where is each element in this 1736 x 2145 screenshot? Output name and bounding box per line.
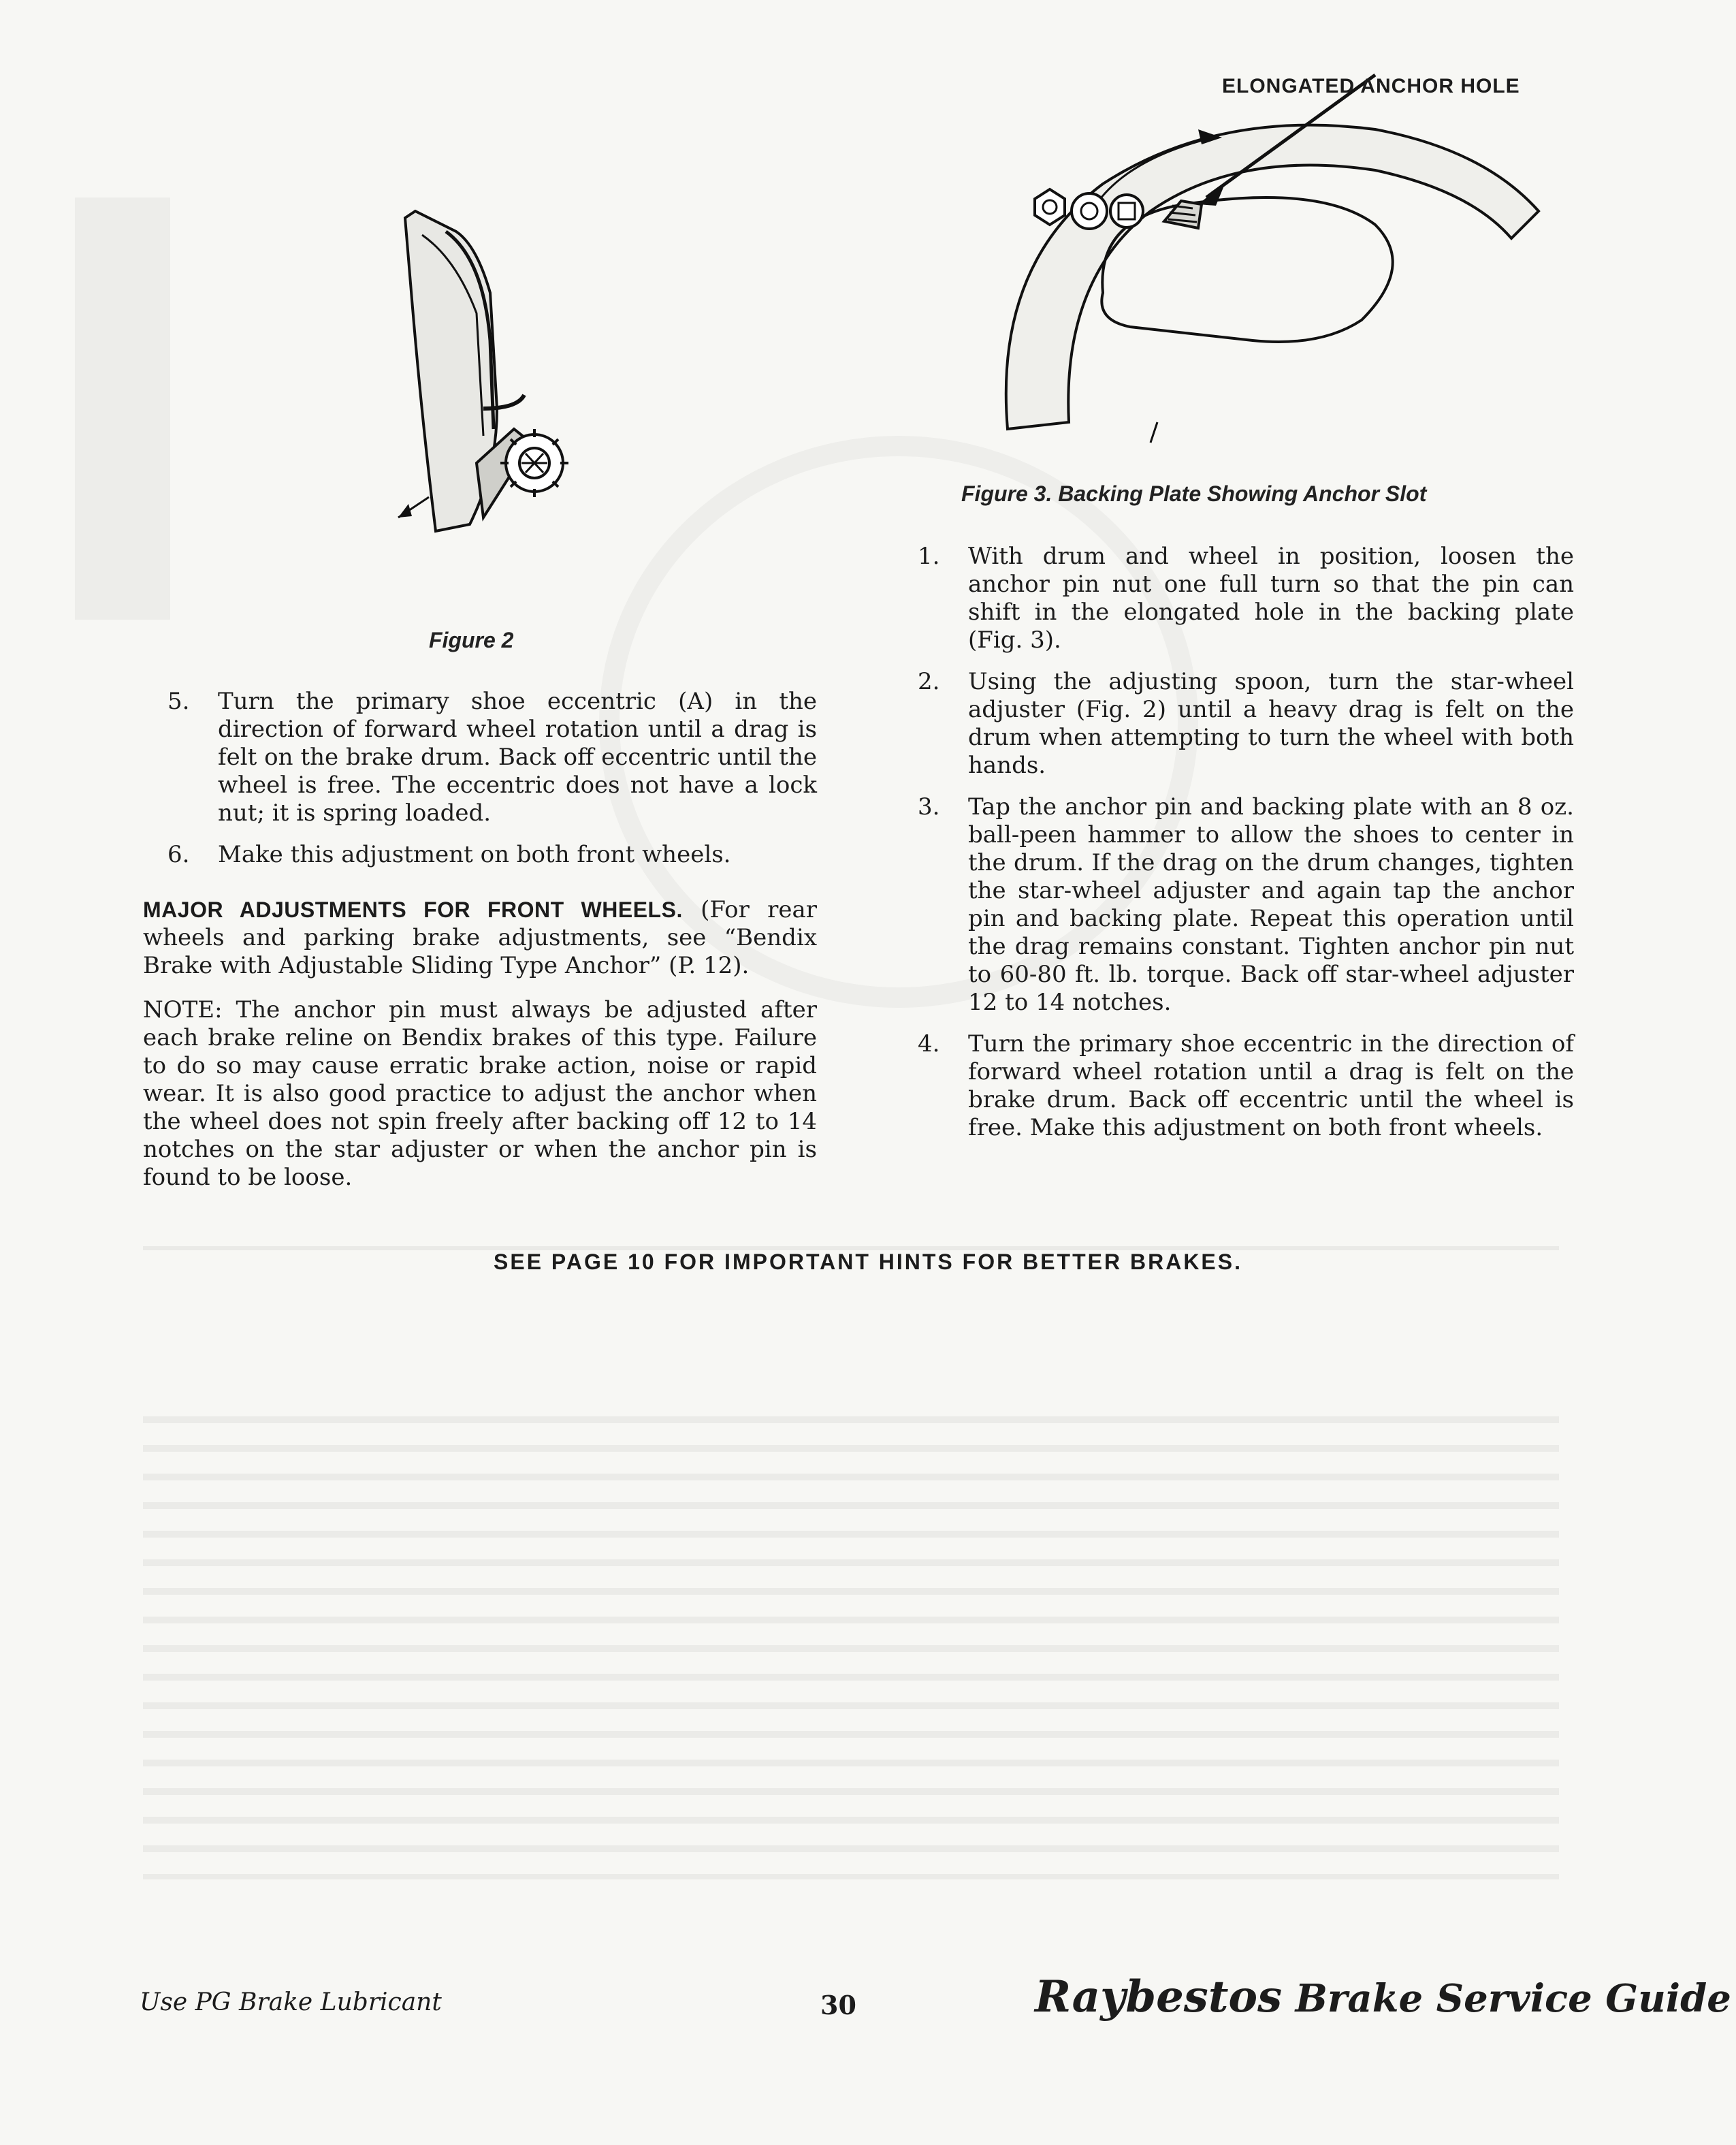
hints-banner: SEE PAGE 10 FOR IMPORTANT HINTS FOR BETTER BRAKES. (494, 1250, 1242, 1274)
note-label: NOTE: (143, 996, 223, 1023)
step-text: Turn the primary shoe eccentric in the direction of forward wheel rotation until a drag is felt on the brake drum. Back off eccentric until the wheel is free. Make this adjustment on both front wheels. (968, 1030, 1574, 1141)
major-adjustments-text: (For rear wheels and parking brake adjustments, see “Bendix Brake with Adjustable Sliding Type Anchor” (P. 12). (143, 896, 817, 979)
step-number: 1. (918, 543, 940, 570)
footer-brand (1035, 1971, 1731, 2022)
brand-name: Raybestos (1035, 1971, 1283, 2022)
step-5 (143, 688, 817, 827)
step-2 (893, 668, 1574, 780)
brand-guide: Brake Service Guide (1295, 1976, 1731, 2021)
page-number: 30 (820, 1990, 856, 2020)
figure3-caption: Figure 3. Backing Plate Showing Anchor Slot (961, 481, 1427, 506)
right-column (893, 543, 1574, 1142)
figure2-illustration (381, 204, 599, 558)
bleed-through-text (143, 1416, 1559, 1879)
major-adjustments-paragraph (143, 896, 817, 980)
step-text: Turn the primary shoe eccentric (A) in the direction of forward wheel rotation until a drag is felt on the brake drum. Back off eccentric until the wheel is free. The eccentric does not have a lock nut; it is spring loaded. (218, 688, 817, 827)
step-number: 4. (918, 1030, 940, 1058)
step-number: 5. (167, 688, 190, 715)
figure2-caption: Figure 2 (429, 628, 514, 652)
major-adjustments-heading: MAJOR ADJUSTMENTS FOR FRONT WHEELS. (143, 897, 683, 922)
step-4 (893, 1030, 1574, 1142)
step-text: Using the adjusting spoon, turn the star-wheel adjuster (Fig. 2) until a heavy drag is felt on the drum when attempting to turn the wheel with both hands. (968, 668, 1574, 779)
figure3-label-elongated-anchor-hole: ELONGATED ANCHOR HOLE (1222, 75, 1520, 97)
left-column (143, 688, 817, 1192)
step-number: 3. (918, 793, 940, 821)
note-paragraph (143, 996, 817, 1192)
step-number: 6. (167, 841, 190, 868)
step-text: With drum and wheel in position, loosen the anchor pin nut one full turn so that the pin can shift in the elongated hole in the backing plate (Fig. 3). (968, 543, 1574, 654)
bleed-through-sidebar (75, 197, 170, 620)
step-text: Make this adjustment on both front wheels. (218, 841, 731, 868)
step-text: Tap the anchor pin and backing plate with an 8 oz. ball-peen hammer to allow the shoes to center in the drum. If the drag on the drum changes, tighten the star-wheel adjuster and again tap the anchor pin and backing plate. Repeat this operation until the drag remains constant. Tighten anchor pin nut to 60-80 ft. lb. torque. Back off star-wheel adjuster 12 to 14 notches. (968, 793, 1574, 1016)
step-1 (893, 543, 1574, 654)
footer-lubricant: Use PG Brake Lubricant (140, 1988, 442, 2016)
step-3 (893, 793, 1574, 1017)
figure3-illustration (994, 102, 1552, 443)
step-6 (143, 841, 817, 869)
note-text: The anchor pin must always be adjusted after each brake reline on Bendix brakes of this type. Failure to do so may cause erratic brake action, noise or rapid wear. It is also good practice to adjust the anchor when the wheel does not spin freely after backing off 12 to 14 notches on the star adjuster or when the anchor pin is found to be loose. (143, 996, 818, 1191)
step-number: 2. (918, 668, 940, 695)
